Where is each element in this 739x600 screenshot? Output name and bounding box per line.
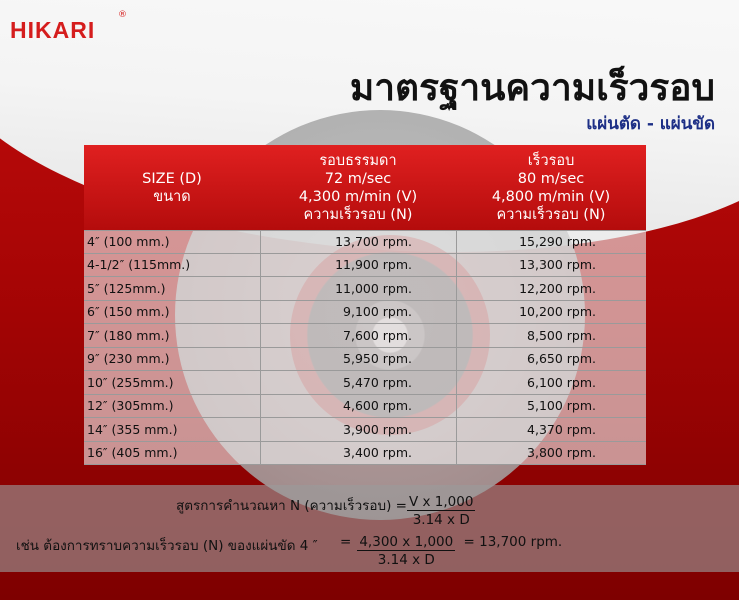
header-line: 4,300 m/min (V) — [298, 188, 418, 205]
table-row — [84, 442, 646, 466]
registered-mark: ® — [118, 10, 127, 20]
cell-size: 7″ (180 mm.) — [87, 327, 170, 343]
cell-normal-speed: 11,000 rpm. — [260, 277, 456, 300]
cell-normal-speed: 7,600 rpm. — [260, 324, 456, 347]
table-row — [84, 254, 646, 278]
cell-size: 10″ (255mm.) — [87, 374, 174, 390]
cell-size: 6″ (150 mm.) — [87, 304, 170, 320]
cell-normal-speed: 5,950 rpm. — [260, 348, 456, 371]
header-line: เร็วรอบ — [527, 152, 575, 169]
header-normal-speed — [260, 145, 456, 230]
header-fast-speed — [456, 145, 646, 230]
cell-size: 14″ (355 mm.) — [87, 421, 178, 437]
cell-fast-speed: 13,300 rpm. — [456, 254, 646, 277]
table-row — [84, 277, 646, 301]
example-label: เช่น ต้องการทราบความเร็วรอบ (N) ของแผ่นขัด 4 ″ — [16, 538, 318, 554]
example-numerator: 4,300 x 1,000 — [359, 534, 454, 550]
page-subtitle: แผ่นตัด - แผ่นขัด — [586, 114, 715, 134]
cell-normal-speed: 9,100 rpm. — [260, 301, 456, 324]
cell-fast-speed: 5,100 rpm. — [456, 395, 646, 418]
formula-denominator: 3.14 x D — [412, 512, 470, 528]
table-row — [84, 348, 646, 372]
cell-normal-speed: 3,900 rpm. — [260, 418, 456, 441]
cell-normal-speed: 13,700 rpm. — [260, 231, 456, 253]
speed-table — [84, 145, 646, 465]
cell-fast-speed: 12,200 rpm. — [456, 277, 646, 300]
table-row — [84, 371, 646, 395]
cell-size: 4″ (100 mm.) — [87, 234, 170, 250]
table-row — [84, 301, 646, 325]
cell-normal-speed: 5,470 rpm. — [260, 371, 456, 394]
table-row — [84, 395, 646, 419]
header-line: รอบธรรมดา — [319, 152, 397, 169]
header-line: ความเร็วรอบ (N) — [496, 206, 606, 223]
cell-size: 5″ (125mm.) — [87, 280, 166, 296]
header-line: ขนาด — [153, 188, 191, 205]
cell-fast-speed: 6,100 rpm. — [456, 371, 646, 394]
example-equals: = — [340, 534, 352, 550]
example-fraction — [357, 534, 455, 568]
table-body — [84, 230, 646, 465]
cell-fast-speed: 15,290 rpm. — [456, 231, 646, 253]
cell-normal-speed: 4,600 rpm. — [260, 395, 456, 418]
cell-fast-speed: 8,500 rpm. — [456, 324, 646, 347]
header-line: 4,800 m/min (V) — [491, 188, 611, 205]
cell-normal-speed: 11,900 rpm. — [260, 254, 456, 277]
cell-normal-speed: 3,400 rpm. — [260, 442, 456, 465]
formula-fraction — [407, 494, 475, 528]
example-line — [16, 534, 562, 568]
cell-size: 4-1/2″ (115mm.) — [87, 257, 191, 273]
formula-numerator: V x 1,000 — [408, 494, 474, 510]
example-result: = 13,700 rpm. — [463, 534, 563, 550]
formula-line — [176, 494, 475, 528]
cell-fast-speed: 4,370 rpm. — [456, 418, 646, 441]
cell-size: 12″ (305mm.) — [87, 398, 174, 414]
page-title: มาตรฐานความเร็วรอบ — [349, 66, 715, 109]
cell-fast-speed: 6,650 rpm. — [456, 348, 646, 371]
table-row — [84, 230, 646, 254]
cell-fast-speed: 3,800 rpm. — [456, 442, 646, 465]
cell-fast-speed: 10,200 rpm. — [456, 301, 646, 324]
header-size — [84, 145, 260, 230]
header-line: SIZE (D) — [142, 170, 202, 187]
brand-logo: HIKARI — [10, 17, 96, 43]
formula-label: สูตรการคำนวณหา N (ความเร็วรอบ) = — [176, 498, 407, 514]
table-row — [84, 418, 646, 442]
header-line: 80 m/sec — [517, 170, 585, 187]
table-header — [84, 145, 646, 230]
example-denominator: 3.14 x D — [377, 552, 435, 568]
header-line: ความเร็วรอบ (N) — [303, 206, 413, 223]
cell-size: 16″ (405 mm.) — [87, 445, 178, 461]
cell-size: 9″ (230 mm.) — [87, 351, 170, 367]
header-line: 72 m/sec — [324, 170, 392, 187]
table-row — [84, 324, 646, 348]
